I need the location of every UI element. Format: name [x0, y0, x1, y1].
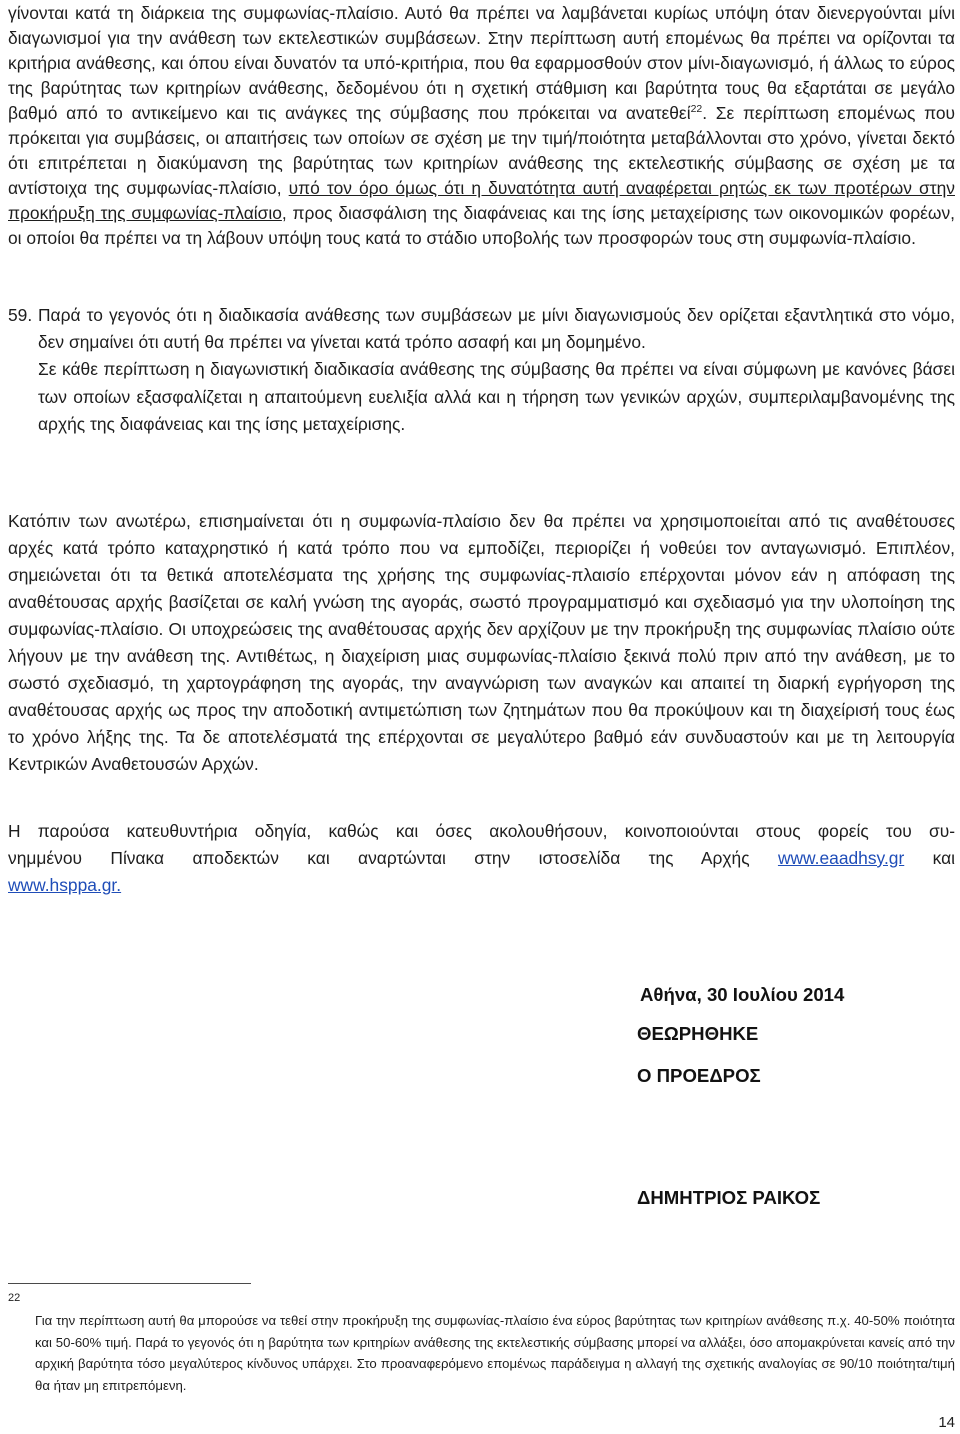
eaadhsy-website-link[interactable]: www.eaadhsy.gr — [777, 848, 905, 868]
footnote-number: 22 — [8, 1292, 21, 1304]
paragraph-notification — [8, 818, 955, 899]
item-body — [38, 302, 955, 438]
item-sentence: Παρά το γεγονός ότι η διαδικασία ανάθεσης των συμβάσεων με μίνι διαγωνισμούς δεν ορίζεται εξαντλητικά στο νόμο, δεν σημαίνει ότι αυτή θα πρέπει να γίνεται κατά τρόπο ασαφή και μη δομημένο. — [38, 305, 955, 353]
signature-approved-label: ΘΕΩΡΗΘΗΚΕ — [637, 1023, 759, 1044]
paragraph-text-segment: και — [904, 848, 955, 868]
paragraph-framework-agreement-use: Κατόπιν των ανωτέρω, επισημαίνεται ότι η συμφωνία-πλαίσιο δεν θα πρέπει να χρησιμοποιείται από τις αναθέτουσες αρχές κατά τρόπο καταχρηστικό ή κατά τρόπο που να εμποδίζει, περιορίζει ή νοθεύει τον ανταγωνισμό. Επιπλέον, σημειώνεται ότι τα θετικά αποτελέσματα της χρήσης της συμφωνίας-πλαισίο επέρχονται μόνον εάν η απόφαση της αναθέτουσας αρχής βασίζεται σε καλή γνώση της αγοράς, σωστό προγραμματισμό και σχεδιασμό για την υλοποίηση της συμφωνίας-πλαίσιο. Οι υποχρεώσεις της αναθέτουσας αρχής δεν αρχίζουν με την προκήρυξη της συμφωνίας πλαίσιο ούτε λήγουν με την ανάθεση της. Αντιθέτως, η διαχείριση μιας συμφωνίας-πλαίσιο ξεκινά πολύ πριν από την ανάθεση, με το σωστό σχεδιασμό, τη χαρτογράφηση της αγοράς, την αναγνώριση των αναγκών και απαιτεί τη διαρκή εγρήγορση της αναθέτουσας αρχής ως προς την αποδοτική αντιμετώπιση των ζητημάτων που θα προκύψουν και τη διαχείρισή τους έως το χρόνο λήξης της. Τα δε αποτελέσματά της επέρχονται σε μεγαλύτερο βαθμό εάν συνδυαστούν και με τη λειτουργία Κεντρικών Αναθετουσών Αρχών. — [8, 511, 955, 774]
signature-role: Ο ΠΡΟΕΔΡΟΣ — [637, 1065, 761, 1086]
paragraph-line — [8, 872, 955, 899]
item-number: 59. — [8, 305, 33, 325]
paragraph-text-segment: νημμένου Πίνακα αποδεκτών και αναρτώνται στην ιστοσελίδα της Αρχής — [8, 848, 778, 868]
footnote-separator — [8, 1283, 251, 1284]
numbered-item-59 — [8, 302, 955, 438]
signature-place-date: Αθήνα, 30 Ιουλίου 2014 — [640, 984, 845, 1005]
underlined-condition-text: υπό τον όρο όμως ότι η δυνατότητα αυτή αναφέρεται ρητώς εκ των προτέρων στην προκήρυξη της συμφωνίας-πλαίσιο — [8, 178, 955, 223]
paragraph-line — [8, 845, 955, 872]
paragraph-text-segment: . Σε περίπτωση επομένως που πρόκειται για συμβάσεις, οι απαιτήσεις των οποίων σε σχέση με την τιμή/ποιότητα μεταβάλλονται στο χρόνο, γίνεται δεκτό ότι επιτρέπεται η διακύμανση της βαρύτητας των κριτηρίων ανάθεσης της εκτελεστικής σύμβασης σε σχέση με τα αντίστοιχα της συμφωνίας-πλαίσιο, — [8, 103, 956, 198]
page-number: 14 — [938, 1414, 955, 1431]
signature-name: ΔΗΜΗΤΡΙΟΣ ΡΑΙΚΟΣ — [637, 1187, 821, 1208]
paragraph-text-segment: , προς διασφάλιση της διαφάνειας και της ίσης μεταχείρισης των οικονομικών φορέων, οι οποίοι θα πρέπει να τη λάβουν υπόψη τους κατά το στάδιο υποβολής των προσφορών τους στη συμφωνία-πλαίσιο. — [8, 203, 955, 248]
paragraph-text-segment: γίνονται κατά τη διάρκεια της συμφωνίας-πλαίσιο. Αυτό θα πρέπει να λαμβάνεται κυρίως υπόψη όταν διενεργούνται μίνι διαγωνισμοί για την ανάθεση των εκτελεστικών συμβάσεων. Στην περίπτωση αυτή επομένως θα πρέπει να ορίζονται τα κριτήρια ανάθεσης, και όπου είναι δυνατόν τα υπό-κριτήρια, που θα εφαρμοσθούν στον μίνι-διαγωνισμό, ή άλλως το εύρος της βαρύτητας των κριτηρίων ανάθεσης, δεδομένου ότι η σχετική στάθμιση και βαρύτητα τους θα εξαρτάται σε μεγάλο βαθμό από το αντικείμενο και τις ανάγκες της σύμβασης που πρόκειται να ανατεθεί — [8, 3, 955, 123]
hsppa-website-link[interactable]: www.hsppa.gr. — [8, 875, 122, 895]
paragraph-line: Η παρούσα κατευθυντήρια οδηγία, καθώς και όσες ακολουθήσουν, κοινοποιούνται στους φορείς του συ- — [8, 821, 955, 841]
paragraph-award-criteria — [8, 1, 955, 251]
item-sentence: Σε κάθε περίπτωση η διαγωνιστική διαδικασία ανάθεσης της σύμβασης θα πρέπει να είναι σύμφωνη με κανόνες βάσει των οποίων εξασφαλίζεται η απαιτούμενη ευελιξία αλλά και η τήρηση των γενικών αρχών, συμπεριλαμβανομένης της αρχής της διαφάνειας και της ίσης μεταχείρισης. — [38, 359, 955, 434]
footnote-reference: 22 — [690, 104, 703, 116]
footnote-text: Για την περίπτωση αυτή θα μπορούσε να τεθεί στην προκήρυξη της συμφωνίας-πλαίσιο ένα εύρος βαρύτητας των κριτηρίων ανάθεσης π.χ. 40-50% ποιότητα και 50-60% τιμή. Παρά το γεγονός ότι η βαρύτητα των κριτηρίων ανάθεσης της εκτελεστικής σύμβασης μπορεί να αλλάξει, όσο απομακρύνεται κανείς από την αρχική βαρύτητα τόσο μεγαλύτερος κίνδυνος υπάρχει. Στο προαναφερόμενο επομένως παράδειγμα η αλλαγή της σχετικής αναλογίας σε 90/10 ποιότητα/τιμή θα ήταν μη επιτρεπόμενη. — [35, 1313, 955, 1393]
